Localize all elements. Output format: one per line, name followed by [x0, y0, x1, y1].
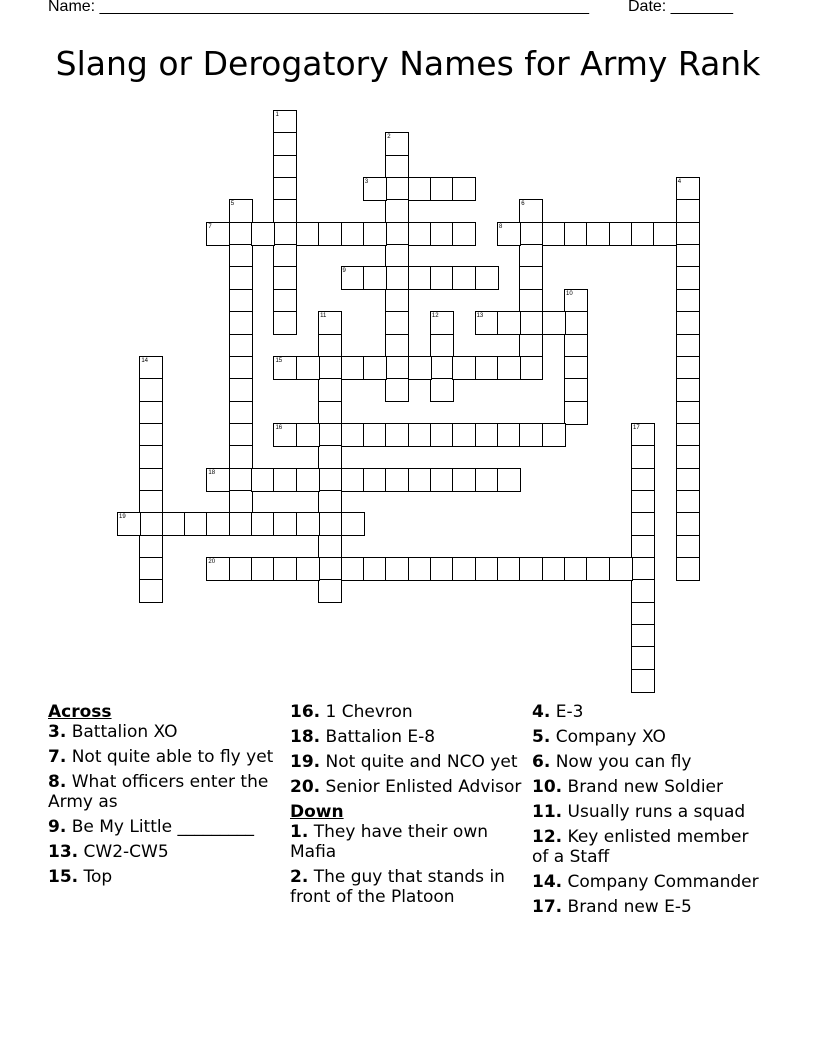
grid-cell[interactable]: [385, 423, 409, 447]
grid-cell[interactable]: [385, 378, 409, 402]
grid-cell[interactable]: [609, 222, 633, 246]
grid-cell[interactable]: [229, 490, 253, 514]
grid-cell[interactable]: [273, 311, 297, 335]
clue-across-7: 7. Not quite able to fly yet: [48, 747, 274, 767]
grid-cell[interactable]: [497, 222, 521, 246]
grid-cell[interactable]: [318, 468, 342, 492]
grid-cell[interactable]: [318, 535, 342, 559]
grid-cell[interactable]: [676, 289, 700, 313]
grid-cell[interactable]: [385, 557, 409, 581]
grid-cell[interactable]: [139, 423, 163, 447]
clue-number-10: 10: [566, 290, 573, 297]
clue-down-11: 11. Usually runs a squad: [532, 802, 746, 822]
grid-cell[interactable]: [363, 266, 387, 290]
grid-cell[interactable]: [363, 222, 387, 246]
grid-cell[interactable]: [363, 557, 387, 581]
grid-cell[interactable]: [296, 356, 320, 380]
grid-cell[interactable]: [318, 512, 342, 536]
grid-cell[interactable]: [676, 445, 700, 469]
grid-cell[interactable]: [229, 356, 253, 380]
name-blank[interactable]: _______________________________________________________: [99, 0, 589, 15]
clue-down-4: 4. E-3: [532, 702, 584, 722]
grid-cell[interactable]: [251, 557, 275, 581]
clue-down-17: 17. Brand new E-5: [532, 897, 692, 917]
grid-cell[interactable]: [296, 423, 320, 447]
grid-cell[interactable]: [519, 244, 543, 268]
grid-cell[interactable]: [229, 311, 253, 335]
grid-cell[interactable]: [408, 222, 432, 246]
grid-cell[interactable]: [296, 557, 320, 581]
grid-cell[interactable]: [475, 356, 499, 380]
grid-cell[interactable]: [273, 557, 297, 581]
grid-cell[interactable]: [363, 177, 387, 201]
grid-cell[interactable]: [676, 266, 700, 290]
clue-number-17: 17: [633, 424, 640, 431]
grid-cell[interactable]: [408, 356, 432, 380]
grid-cell[interactable]: [273, 177, 297, 201]
grid-cell[interactable]: [318, 222, 342, 246]
grid-cell[interactable]: [408, 468, 432, 492]
clue-down-1: 1. They have their own Mafia: [290, 822, 488, 862]
clues-column-3: [532, 702, 768, 922]
grid-cell[interactable]: [452, 356, 476, 380]
grid-cell[interactable]: [519, 334, 543, 358]
grid-cell[interactable]: [430, 356, 454, 380]
grid-cell[interactable]: [430, 557, 454, 581]
grid-cell[interactable]: [408, 177, 432, 201]
grid-cell[interactable]: [631, 602, 655, 626]
grid-cell[interactable]: [430, 334, 454, 358]
grid-cell[interactable]: [452, 468, 476, 492]
grid-cell[interactable]: [631, 624, 655, 648]
grid-cell[interactable]: [341, 356, 365, 380]
grid-cell[interactable]: [519, 289, 543, 313]
grid-cell[interactable]: [273, 356, 297, 380]
grid-cell[interactable]: [631, 445, 655, 469]
grid-cell[interactable]: [452, 423, 476, 447]
clue-number-18: 18: [208, 469, 216, 476]
grid-cell[interactable]: [676, 199, 700, 223]
clue-number-11: 11: [320, 313, 327, 320]
grid-cell[interactable]: [273, 468, 297, 492]
grid-cell[interactable]: [676, 356, 700, 380]
clue-number-12: 12: [431, 313, 439, 320]
clue-across-3: 3. Battalion XO: [48, 722, 178, 742]
grid-cell[interactable]: [452, 266, 476, 290]
grid-cell[interactable]: [206, 557, 230, 581]
grid-cell[interactable]: [452, 557, 476, 581]
grid-cell[interactable]: [497, 356, 521, 380]
grid-cell[interactable]: [318, 311, 342, 335]
grid-cell[interactable]: [273, 244, 297, 268]
grid-cell[interactable]: [273, 266, 297, 290]
grid-cell[interactable]: [519, 356, 543, 380]
grid-cell[interactable]: [430, 177, 454, 201]
grid-cell[interactable]: [631, 468, 655, 492]
clue-down-6: 6. Now you can fly: [532, 752, 692, 772]
grid-cell[interactable]: [341, 468, 365, 492]
grid-cell[interactable]: [229, 222, 253, 246]
clue-down-2: 2. The guy that stands in front of the Platoon: [290, 867, 505, 907]
grid-cell[interactable]: [586, 222, 610, 246]
clue-across-19: 19. Not quite and NCO yet: [290, 752, 518, 772]
clue-across-8: 8. What officers enter the Army as: [48, 772, 269, 812]
grid-cell[interactable]: [519, 423, 543, 447]
clues-column-1: [48, 702, 284, 892]
grid-cell[interactable]: [206, 512, 230, 536]
grid-cell[interactable]: [408, 423, 432, 447]
grid-cell[interactable]: [564, 378, 588, 402]
date-blank[interactable]: _______: [670, 0, 733, 15]
grid-cell[interactable]: [586, 557, 610, 581]
grid-cell[interactable]: [229, 378, 253, 402]
grid-cell[interactable]: [408, 266, 432, 290]
grid-cell[interactable]: [229, 289, 253, 313]
grid-cell[interactable]: [408, 557, 432, 581]
grid-cell[interactable]: [139, 401, 163, 425]
grid-cell[interactable]: [162, 512, 186, 536]
clue-down-10: 10. Brand new Soldier: [532, 777, 723, 797]
grid-cell[interactable]: [385, 266, 409, 290]
grid-cell[interactable]: [475, 423, 499, 447]
grid-cell[interactable]: [430, 222, 454, 246]
grid-cell[interactable]: [631, 669, 655, 693]
grid-cell[interactable]: [229, 334, 253, 358]
grid-cell[interactable]: [251, 512, 275, 536]
clue-across-16: 16. 1 Chevron: [290, 702, 413, 722]
grid-cell[interactable]: [497, 557, 521, 581]
grid-cell[interactable]: [475, 468, 499, 492]
clue-across-15: 15. Top: [48, 867, 113, 887]
clue-across-9: 9. Be My Little _________: [48, 817, 254, 837]
clue-down-14: 14. Company Commander: [532, 872, 759, 892]
grid-cell[interactable]: [229, 199, 253, 223]
clue-number-4: 4: [677, 179, 682, 186]
grid-cell[interactable]: [363, 356, 387, 380]
grid-cell[interactable]: [341, 423, 365, 447]
grid-cell[interactable]: [631, 535, 655, 559]
grid-cell[interactable]: [385, 311, 409, 335]
grid-cell[interactable]: [676, 311, 700, 335]
grid-cell[interactable]: [653, 222, 677, 246]
grid-cell[interactable]: [273, 289, 297, 313]
name-label: Name:: [48, 0, 96, 15]
grid-cell[interactable]: [273, 512, 297, 536]
grid-cell[interactable]: [318, 445, 342, 469]
grid-cell[interactable]: [184, 512, 208, 536]
grid-cell[interactable]: [430, 378, 454, 402]
grid-cell[interactable]: [676, 244, 700, 268]
grid-cell[interactable]: [318, 423, 342, 447]
grid-cell[interactable]: [385, 334, 409, 358]
clue-across-18: 18. Battalion E-8: [290, 727, 436, 747]
clue-number-8: 8: [498, 223, 503, 230]
grid-cell[interactable]: [385, 356, 409, 380]
grid-cell[interactable]: [229, 401, 253, 425]
grid-cell[interactable]: [430, 311, 454, 335]
grid-cell[interactable]: [430, 423, 454, 447]
grid-cell[interactable]: [139, 557, 163, 581]
clue-number-3: 3: [364, 179, 369, 186]
grid-cell[interactable]: [564, 222, 588, 246]
clue-number-6: 6: [521, 201, 525, 208]
page-title: Slang or Derogatory Names for Army Rank: [55, 44, 761, 83]
grid-cell[interactable]: [117, 512, 141, 536]
grid-cell[interactable]: [229, 266, 253, 290]
clues-column-2: [290, 702, 526, 912]
grid-cell[interactable]: [363, 468, 387, 492]
grid-cell[interactable]: [676, 512, 700, 536]
grid-cell[interactable]: [631, 222, 655, 246]
grid-cell[interactable]: [385, 132, 409, 156]
grid-cell[interactable]: [497, 468, 521, 492]
grid-cell[interactable]: [273, 110, 297, 134]
clue-down-12: 12. Key enlisted member of a Staff: [532, 827, 749, 867]
grid-cell[interactable]: [542, 423, 566, 447]
grid-cell[interactable]: [676, 490, 700, 514]
grid-cell[interactable]: [631, 423, 655, 447]
grid-cell[interactable]: [341, 266, 365, 290]
grid-cell[interactable]: [206, 222, 230, 246]
grid-cell[interactable]: [430, 468, 454, 492]
grid-cell[interactable]: [631, 646, 655, 670]
clue-number-14: 14: [141, 357, 149, 364]
grid-cell[interactable]: [385, 199, 409, 223]
grid-cell[interactable]: [385, 468, 409, 492]
grid-cell[interactable]: [542, 311, 566, 335]
clue-number-16: 16: [275, 424, 283, 431]
clue-number-9: 9: [342, 268, 346, 275]
grid-cell[interactable]: [341, 512, 365, 536]
grid-cell[interactable]: [229, 512, 253, 536]
grid-cell[interactable]: [318, 557, 342, 581]
grid-cell[interactable]: [251, 222, 275, 246]
grid-cell[interactable]: [318, 334, 342, 358]
grid-cell[interactable]: [229, 468, 253, 492]
grid-cell[interactable]: [273, 222, 297, 246]
clue-number-15: 15: [275, 357, 283, 364]
grid-cell[interactable]: [676, 401, 700, 425]
grid-cell[interactable]: [273, 199, 297, 223]
grid-cell[interactable]: [519, 266, 543, 290]
grid-cell[interactable]: [139, 378, 163, 402]
grid-cell[interactable]: [519, 199, 543, 223]
clue-number-2: 2: [387, 134, 391, 141]
grid-cell[interactable]: [385, 222, 409, 246]
grid-cell[interactable]: [385, 289, 409, 313]
grid-cell[interactable]: [631, 512, 655, 536]
clue-number-5: 5: [230, 201, 235, 208]
grid-cell[interactable]: [542, 557, 566, 581]
grid-cell[interactable]: [251, 468, 275, 492]
clue-across-20: 20. Senior Enlisted Advisor: [290, 777, 522, 797]
grid-cell[interactable]: [676, 177, 700, 201]
grid-cell[interactable]: [430, 266, 454, 290]
grid-cell[interactable]: [273, 423, 297, 447]
grid-cell[interactable]: [385, 155, 409, 179]
grid-cell[interactable]: [564, 557, 588, 581]
clue-across-13: 13. CW2-CW5: [48, 842, 169, 862]
grid-cell[interactable]: [542, 222, 566, 246]
grid-cell[interactable]: [385, 244, 409, 268]
grid-cell[interactable]: [318, 579, 342, 603]
grid-cell[interactable]: [631, 490, 655, 514]
grid-cell[interactable]: [341, 222, 365, 246]
grid-cell[interactable]: [475, 266, 499, 290]
grid-cell[interactable]: [631, 557, 655, 581]
grid-cell[interactable]: [564, 401, 588, 425]
grid-cell[interactable]: [318, 356, 342, 380]
grid-cell[interactable]: [564, 311, 588, 335]
grid-cell[interactable]: [676, 334, 700, 358]
grid-cell[interactable]: [497, 311, 521, 335]
clue-down-5: 5. Company XO: [532, 727, 666, 747]
grid-cell[interactable]: [273, 155, 297, 179]
grid-cell[interactable]: [139, 512, 163, 536]
grid-cell[interactable]: [564, 334, 588, 358]
down-heading: Down: [290, 802, 344, 822]
grid-cell[interactable]: [318, 378, 342, 402]
grid-cell[interactable]: [519, 311, 543, 335]
grid-cell[interactable]: [676, 535, 700, 559]
grid-cell[interactable]: [229, 244, 253, 268]
grid-cell[interactable]: [296, 468, 320, 492]
grid-cell[interactable]: [139, 490, 163, 514]
grid-cell[interactable]: [296, 222, 320, 246]
clue-number-20: 20: [208, 559, 216, 565]
grid-cell[interactable]: [497, 423, 521, 447]
grid-cell[interactable]: [139, 468, 163, 492]
grid-cell[interactable]: [519, 222, 543, 246]
grid-cell[interactable]: [229, 445, 253, 469]
grid-cell[interactable]: [452, 177, 476, 201]
clue-number-1: 1: [275, 112, 279, 118]
grid-cell[interactable]: [475, 311, 499, 335]
grid-cell[interactable]: [676, 423, 700, 447]
grid-cell[interactable]: [318, 401, 342, 425]
grid-cell[interactable]: [206, 468, 230, 492]
across-heading: Across: [48, 702, 112, 722]
grid-cell[interactable]: [318, 490, 342, 514]
grid-cell[interactable]: [139, 445, 163, 469]
grid-cell[interactable]: [296, 512, 320, 536]
clue-number-7: 7: [208, 223, 212, 230]
grid-cell[interactable]: [631, 579, 655, 603]
grid-cell[interactable]: [564, 289, 588, 313]
grid-cell[interactable]: [385, 177, 409, 201]
grid-cell[interactable]: [676, 468, 700, 492]
grid-cell[interactable]: [139, 579, 163, 603]
grid-cell[interactable]: [139, 356, 163, 380]
grid-cell[interactable]: [609, 557, 633, 581]
grid-cell[interactable]: [676, 557, 700, 581]
grid-cell[interactable]: [676, 378, 700, 402]
grid-cell[interactable]: [564, 356, 588, 380]
date-label: Date:: [628, 0, 667, 15]
grid-cell[interactable]: [139, 535, 163, 559]
grid-cell[interactable]: [676, 222, 700, 246]
clue-number-13: 13: [476, 313, 484, 320]
grid-cell[interactable]: [475, 557, 499, 581]
grid-cell[interactable]: [229, 423, 253, 447]
grid-cell[interactable]: [341, 557, 365, 581]
grid-cell[interactable]: [229, 557, 253, 581]
grid-cell[interactable]: [273, 132, 297, 156]
clue-number-19: 19: [119, 514, 126, 521]
grid-cell[interactable]: [519, 557, 543, 581]
grid-cell[interactable]: [363, 423, 387, 447]
grid-cell[interactable]: [452, 222, 476, 246]
